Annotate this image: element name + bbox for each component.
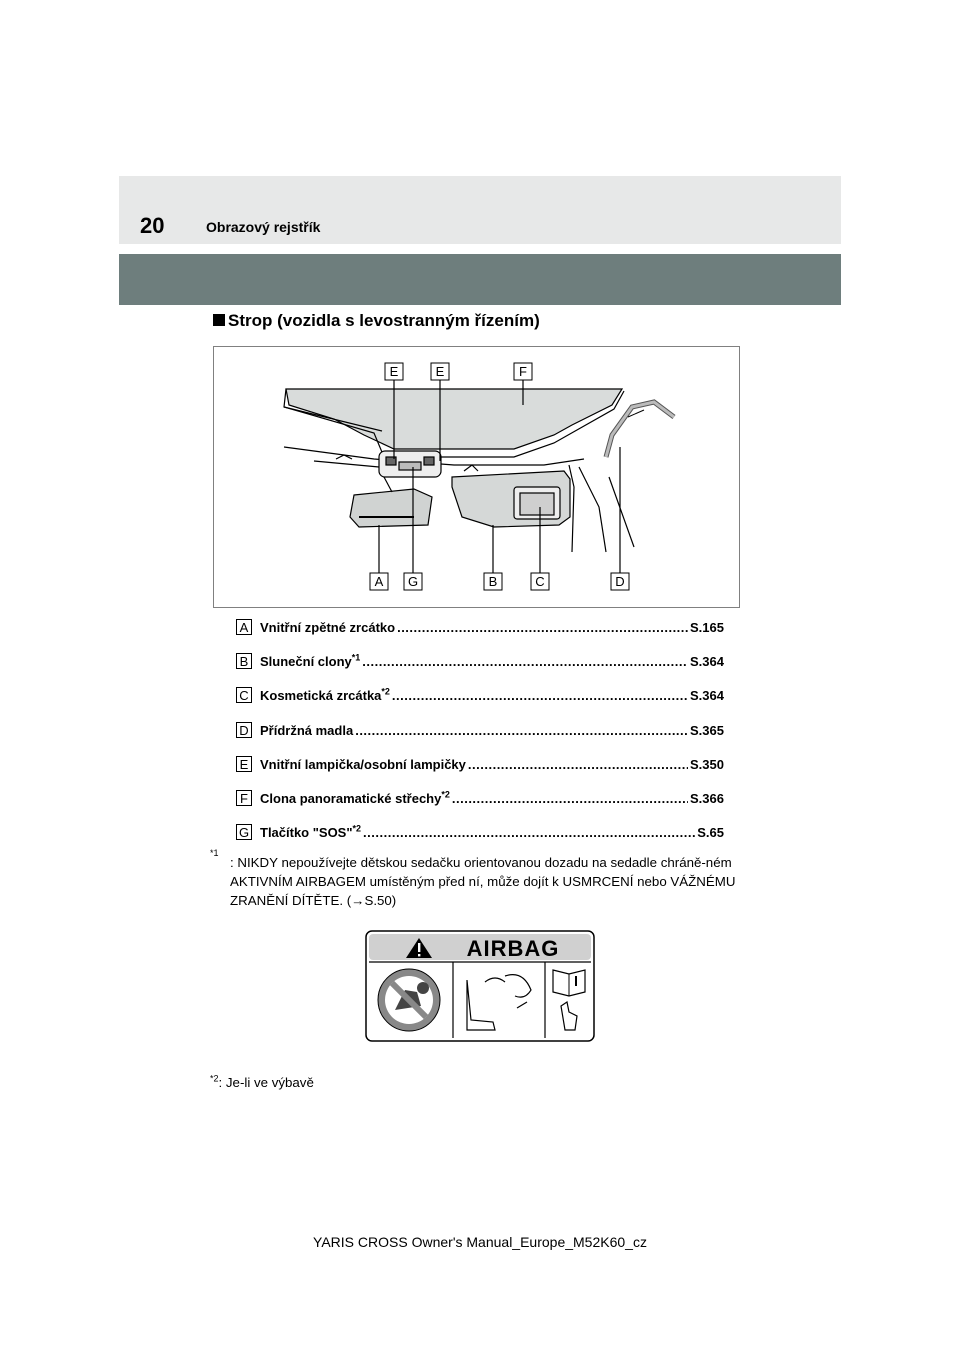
page-footer: YARIS CROSS Owner's Manual_Europe_M52K60_cz	[313, 1234, 647, 1250]
item-label: Sluneční clony$^{*1}$	[260, 652, 361, 670]
item-letter-badge: G	[236, 824, 252, 840]
item-label: Vnitřní zpětné zrcátko	[260, 620, 396, 635]
svg-text:D: D	[615, 574, 625, 589]
callout-g	[404, 573, 422, 590]
list-item[interactable]	[236, 720, 724, 754]
svg-text:G: G	[407, 574, 419, 589]
footnote-1-text: : NIKDY nepoužívejte dětskou sedačku orientovanou dozadu na sedadle chráně-ném AKTIVNÍM AIRBAGEM umístěným před ní, může dojít k USMRCENÍ nebo VÁŽNÉMU ZRANĚNÍ DÍTĚTE. (→S.50)	[230, 855, 736, 908]
airbag-warning-label	[365, 930, 595, 1047]
list-item[interactable]	[236, 685, 724, 719]
item-page-ref[interactable]: S.65	[697, 825, 724, 841]
svg-text:A: A	[374, 574, 384, 589]
no-rear-facing-seat-icon	[378, 969, 440, 1031]
item-page-ref[interactable]: S.366	[690, 790, 724, 806]
leader-dots	[363, 824, 695, 842]
item-letter-badge: C	[236, 687, 252, 703]
list-item[interactable]	[236, 822, 724, 856]
section-title	[213, 310, 540, 332]
item-letter-badge: A	[236, 619, 252, 635]
item-page-ref[interactable]: S.350	[690, 756, 724, 772]
item-letter-badge: E	[236, 756, 252, 772]
callout-e-1	[385, 363, 403, 380]
item-list	[236, 617, 724, 856]
svg-text:E: E	[435, 364, 445, 379]
item-letter-badge: B	[236, 653, 252, 669]
leader-dots	[468, 756, 688, 774]
svg-text:E: E	[389, 364, 399, 379]
svg-text:B: B	[488, 574, 498, 589]
square-bullet-icon	[213, 314, 225, 326]
leader-dots	[362, 653, 688, 671]
list-item[interactable]	[236, 754, 724, 788]
chapter-title: Obrazový rejstřík	[206, 219, 321, 235]
item-page-ref[interactable]: S.165	[690, 620, 724, 635]
svg-text:C: C	[535, 574, 545, 589]
item-page-ref[interactable]: S.364	[690, 654, 724, 670]
footnote-1: *1 : NIKDY nepoužívejte dětskou sedačku orientovanou dozadu na sedadle chráně-ném AKTIVNÍM AIRBAGEM umístěným před ní, může dojít k USMRCENÍ nebo VÁŽNÉMU ZRANĚNÍ DÍTĚTE. (→S.50)	[210, 853, 750, 910]
callout-f	[514, 363, 532, 380]
list-item[interactable]	[236, 788, 724, 822]
leader-dots	[355, 722, 688, 740]
callout-a	[370, 573, 388, 590]
list-item[interactable]	[236, 651, 724, 685]
header-dark-band	[119, 254, 841, 305]
leader-dots	[397, 619, 688, 637]
airbag-title: AIRBAG	[466, 936, 560, 961]
item-label: Přídržná madla	[260, 722, 354, 738]
item-label: Clona panoramatické střechy$^{*2}$	[260, 789, 450, 806]
list-item[interactable]	[236, 617, 724, 651]
section-title-text: Strop (vozidla s levostranným řízením)	[228, 311, 540, 330]
item-page-ref[interactable]: S.365	[690, 722, 724, 738]
svg-text:F: F	[519, 364, 527, 379]
item-label: Vnitřní lampička/osobní lampičky	[260, 756, 466, 772]
item-label: Tlačítko "SOS"$^{*2}$	[260, 823, 362, 841]
leader-dots	[452, 790, 688, 808]
page-number: 20	[140, 213, 165, 238]
footnote-2-marker: *2	[210, 1073, 219, 1084]
footnote-2-text: : Je-li ve výbavě	[218, 1075, 314, 1090]
item-page-ref[interactable]: S.364	[690, 688, 724, 704]
callout-b	[484, 573, 502, 590]
ceiling-illustration	[213, 346, 740, 608]
callout-c	[531, 573, 549, 590]
item-letter-badge: F	[236, 790, 252, 806]
callout-e-2	[431, 363, 449, 380]
leader-dots	[392, 687, 688, 705]
item-letter-badge: D	[236, 722, 252, 738]
item-label: Kosmetická zrcátka$^{*2}$	[260, 687, 390, 704]
footnote-2	[210, 1073, 314, 1092]
callout-d	[611, 573, 629, 590]
